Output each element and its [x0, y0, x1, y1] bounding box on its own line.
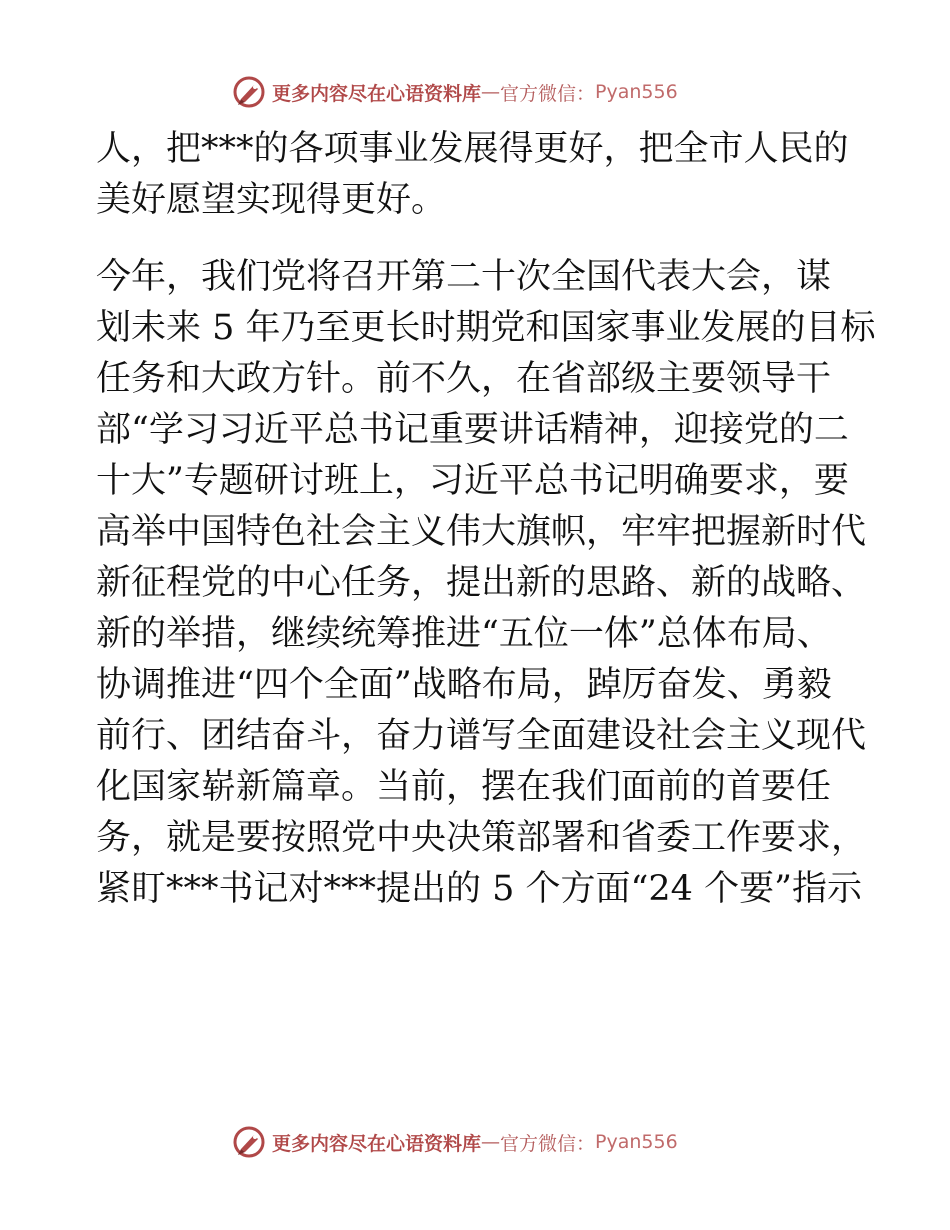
- text-line: 划未来 5 年乃至更长时期党和国家事业发展的目标: [96, 308, 876, 348]
- text-line: 前行、团结奋斗，奋力谱写全面建设社会主义现代: [96, 716, 867, 756]
- pen-nib-logo-icon: [232, 75, 266, 109]
- text-line: 协调推进“四个全面”战略布局，踔厉奋发、勇毅: [96, 665, 832, 705]
- text-line: 化国家崭新篇章。当前，摆在我们面前的首要任: [96, 767, 832, 807]
- watermark-wechat-id: Pyan556: [595, 1131, 678, 1153]
- watermark-separator: —: [481, 1131, 501, 1153]
- watermark-wechat-id: Pyan556: [595, 81, 678, 103]
- watermark-separator: —: [481, 81, 501, 103]
- text-line: 任务和大政方针。前不久，在省部级主要领导干: [96, 359, 832, 399]
- text-line: 美好愿望实现得更好。: [96, 180, 447, 220]
- text-line: 今年，我们党将召开第二十次全国代表大会，谋: [96, 257, 832, 297]
- text-line: 务，就是要按照党中央决策部署和省委工作要求，: [96, 818, 867, 858]
- watermark-wechat-label: 官方微信：: [500, 1132, 596, 1155]
- text-line: 新的举措，继续统筹推进“五位一体”总体布局、: [96, 614, 832, 654]
- text-line: 部“学习习近平总书记重要讲话精神，迎接党的二: [96, 410, 849, 450]
- pen-nib-logo-icon: [232, 1125, 266, 1159]
- text-line: 十大”专题研讨班上，习近平总书记明确要求，要: [96, 461, 849, 501]
- watermark-main-text: 更多内容尽在心语资料库: [272, 82, 482, 105]
- text-line: 高举中国特色社会主义伟大旗帜，牢牢把握新时代: [96, 512, 867, 552]
- footer-watermark: [232, 1122, 752, 1162]
- text-line: 人，把***的各项事业发展得更好，把全市人民的: [96, 129, 849, 169]
- paragraph: [96, 252, 876, 915]
- watermark-main-text: 更多内容尽在心语资料库: [272, 1132, 482, 1155]
- paragraph: [96, 124, 856, 226]
- paragraph-gap: [96, 226, 856, 252]
- text-line: 新征程党的中心任务，提出新的思路、新的战略、: [96, 563, 867, 603]
- text-line: 紧盯***书记对***提出的 5 个方面“24 个要”指示: [96, 869, 862, 909]
- document-body: [96, 124, 876, 915]
- watermark-wechat-label: 官方微信：: [500, 82, 596, 105]
- header-watermark: [232, 72, 752, 112]
